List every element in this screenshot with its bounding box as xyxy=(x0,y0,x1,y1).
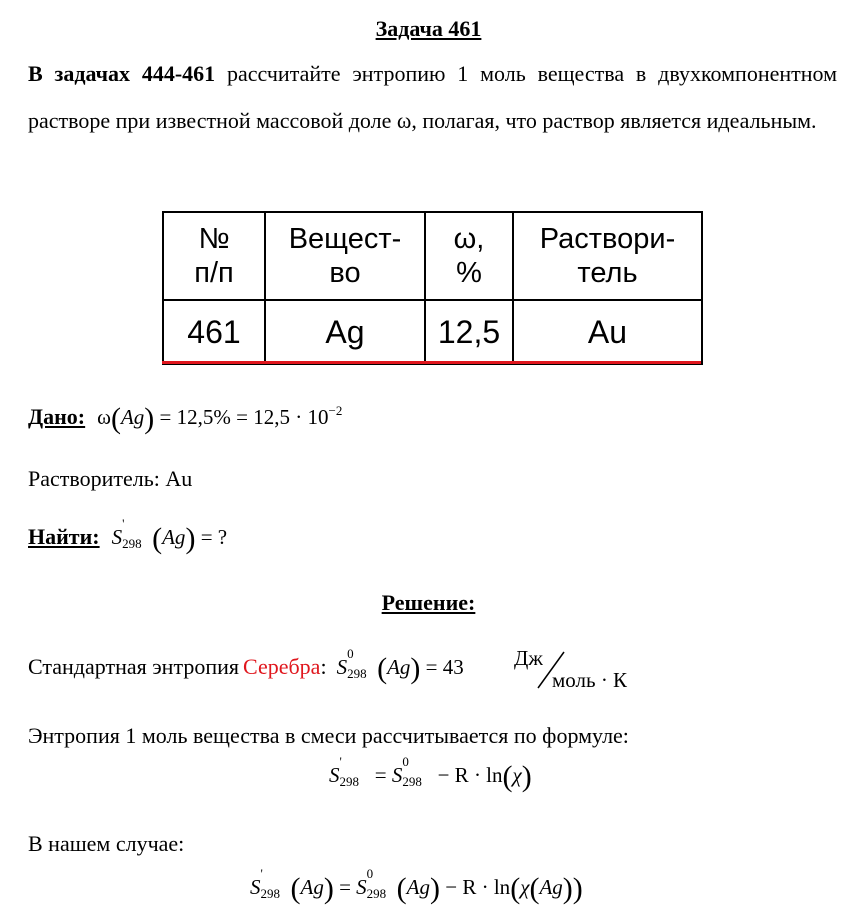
problem-table xyxy=(162,211,703,365)
cell-solvent: Au xyxy=(513,300,702,364)
problem-title: Задача 461 xyxy=(375,16,482,41)
solution-heading: Решение: xyxy=(381,590,476,615)
cell-number: 461 xyxy=(163,300,265,364)
unit-denominator: моль · К xyxy=(552,668,628,692)
table-underline xyxy=(162,361,701,364)
header-cell-number: № п/п xyxy=(163,212,265,300)
find-formula: S ' 298 (Ag) = ? xyxy=(111,516,228,555)
given-line xyxy=(28,403,342,434)
case-intro: В нашем случае: xyxy=(28,831,185,856)
find-line xyxy=(28,516,228,555)
header-cell-substance: Вещест- во xyxy=(265,212,425,300)
find-label: Найти: xyxy=(28,524,100,549)
substance-highlight: Серебра xyxy=(243,654,321,679)
problem-text: рассчитайте энтропию 1 моль вещества в двухкомпонентном растворе при известной массовой доле ω, полагая, что раствор является идеальным. xyxy=(28,61,838,133)
unit-numerator: Дж xyxy=(514,646,543,670)
table-row xyxy=(163,300,702,364)
table-header-row xyxy=(163,212,702,300)
formula-intro: Энтропия 1 моль вещества в смеси рассчитывается по формуле: xyxy=(28,723,629,748)
header-cell-omega: ω, % xyxy=(425,212,513,300)
problem-range: В задачах 444-461 xyxy=(28,61,216,86)
cell-omega: 12,5 xyxy=(425,300,513,364)
standard-entropy-formula: S 0 298 (Ag) = 43 xyxy=(336,646,464,685)
given-formula: $\omega(Ag) = 12,5\% = 12,5 \cdot 10^{-2}$ xyxy=(97,402,343,435)
problem-statement xyxy=(28,50,837,144)
standard-entropy-line: Стандартная энтропия Серебра: S 0 298 (Ag) = 43 xyxy=(28,646,464,685)
given-label: Дано: xyxy=(28,404,86,429)
main-formula: S ' 298 = S 0 298 − R · ln(χ) xyxy=(329,754,532,793)
header-cell-solvent: Раствори- тель xyxy=(513,212,702,300)
cell-substance: Ag xyxy=(265,300,425,364)
case-formula: S ' 298 (Ag) = S 0 298 (Ag) − R · ln(χ(Ag)) xyxy=(250,866,583,905)
solvent-line: Растворитель: Au xyxy=(28,466,193,491)
